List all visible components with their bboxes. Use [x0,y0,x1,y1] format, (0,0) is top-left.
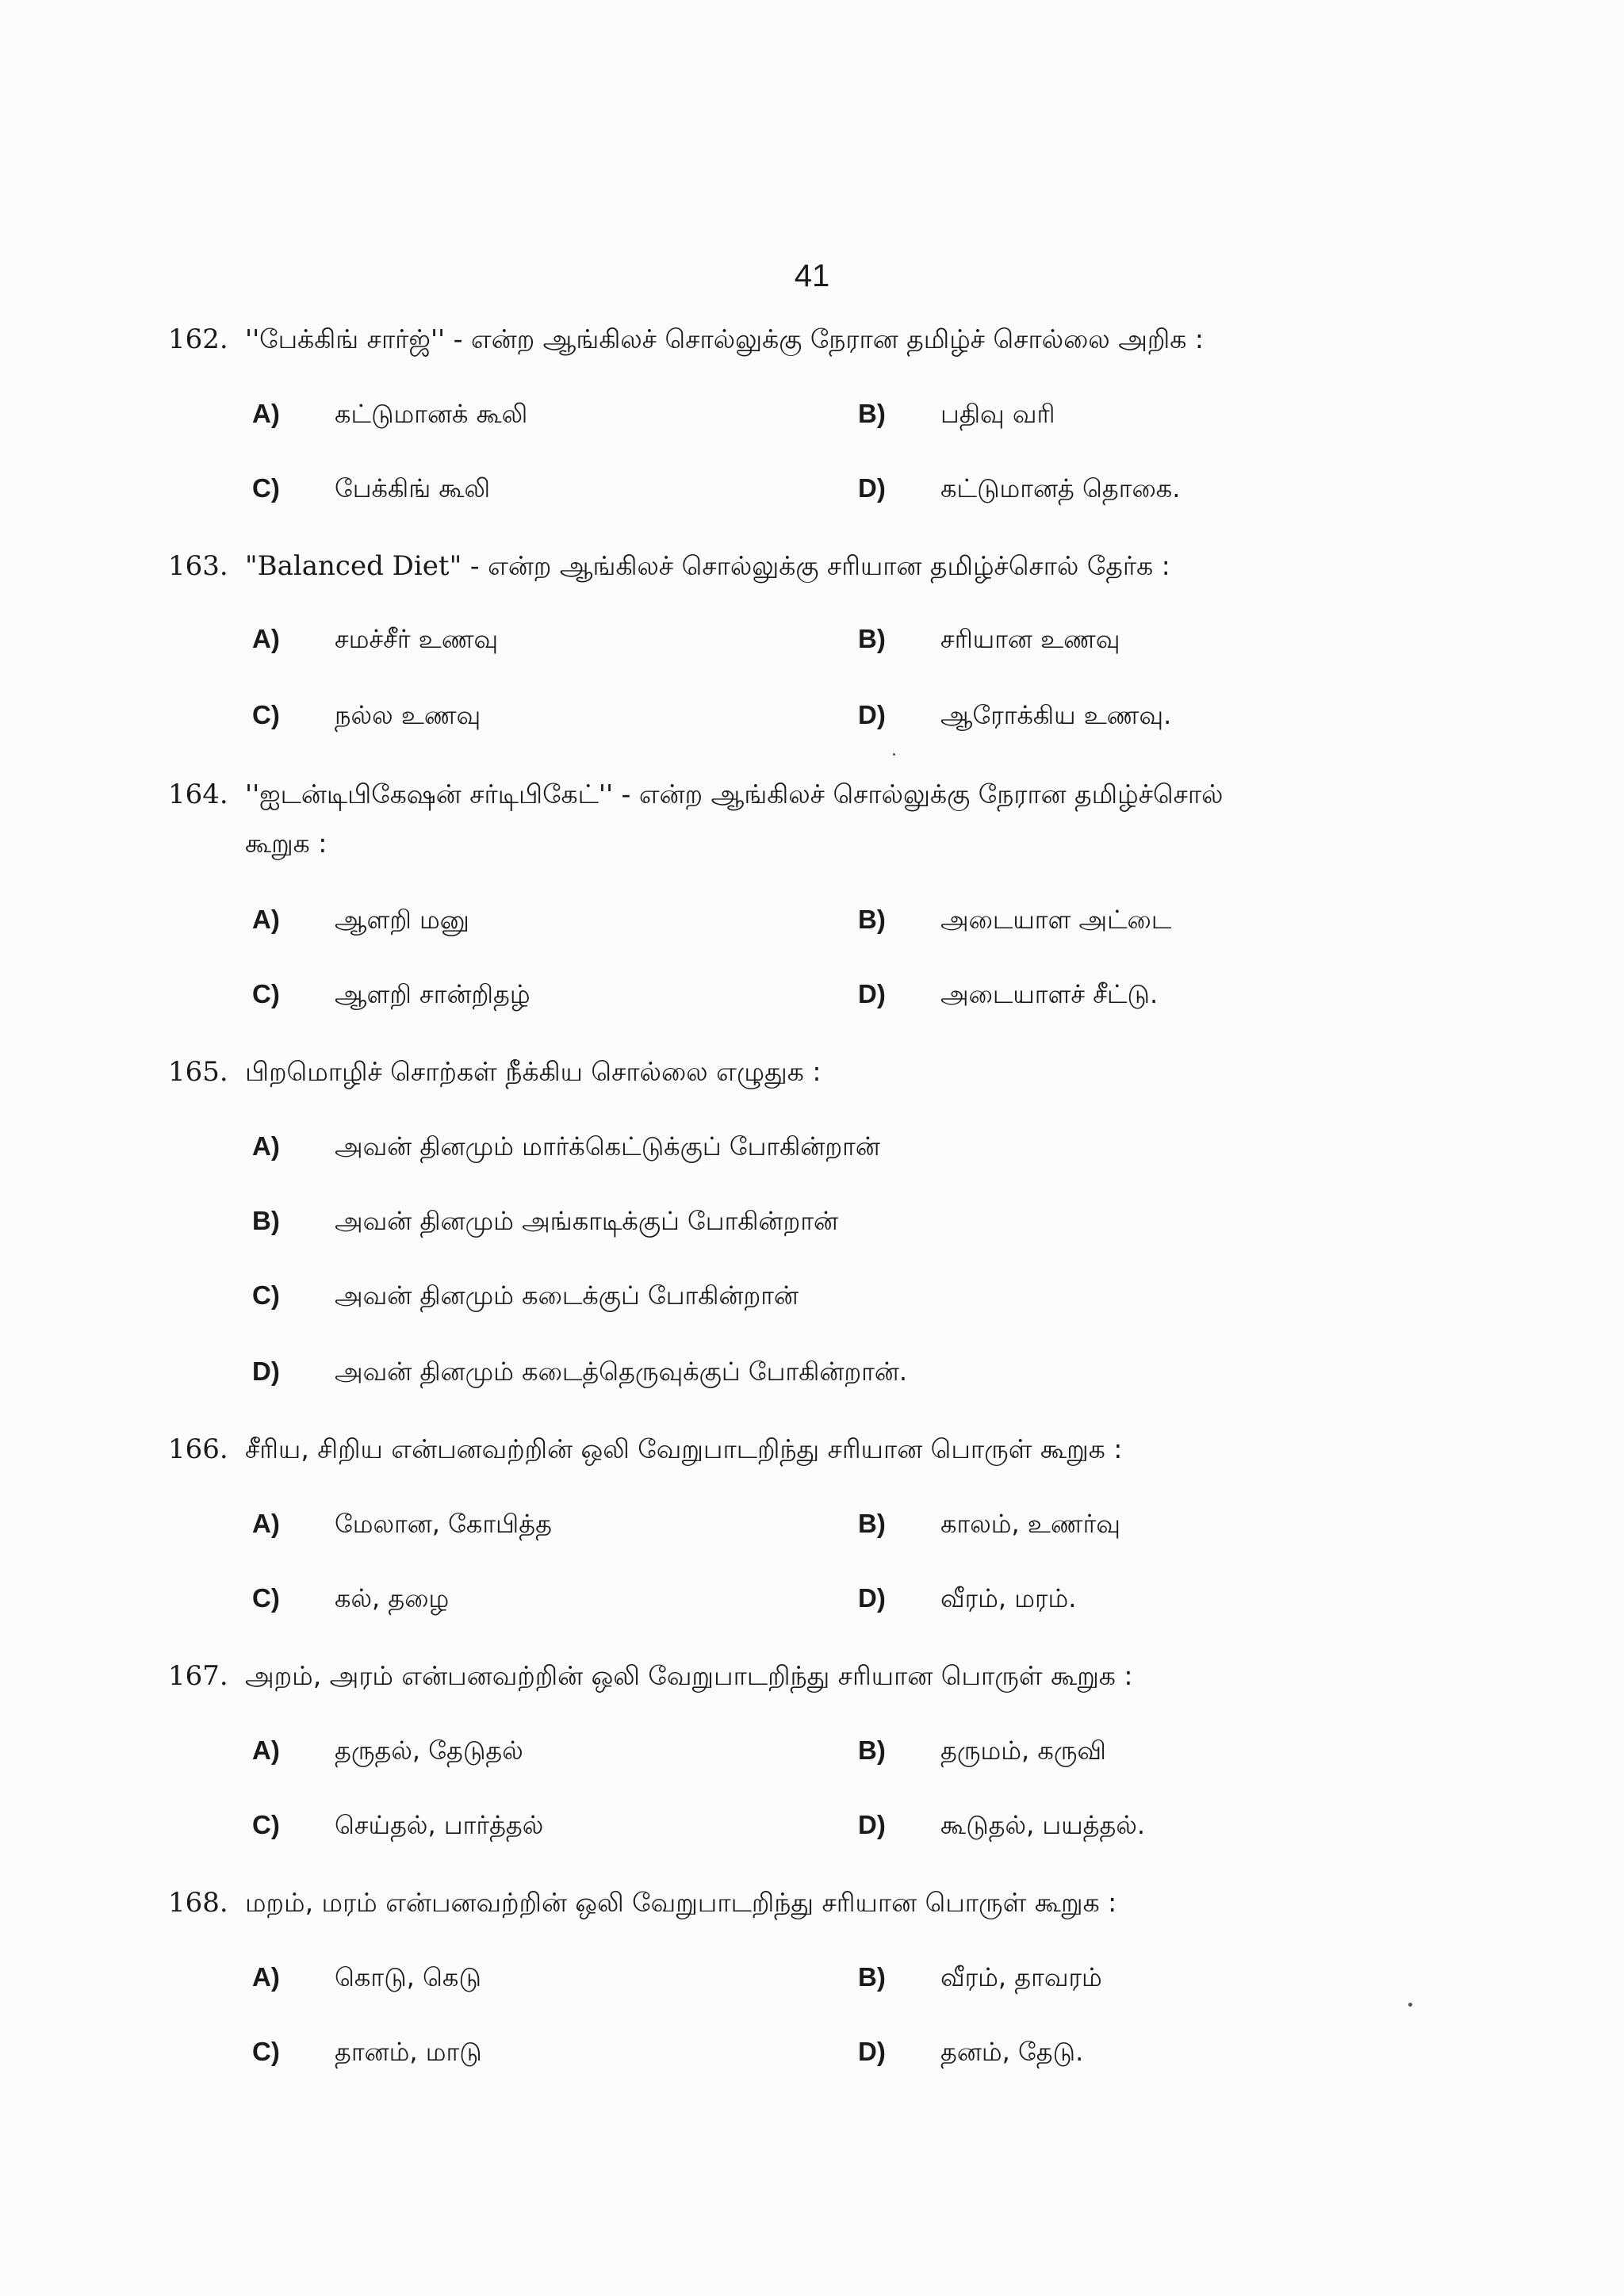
option-letter: C) [252,473,280,503]
option-text: அவன் தினமும் கடைத்தெருவுக்குப் போகின்றான். [335,1357,908,1387]
option-b[interactable] [858,1954,1102,2001]
option-letter: B) [858,1735,886,1765]
question-164 [168,769,1469,867]
option-letter: A) [252,399,280,428]
option-text: நல்ல உணவு [335,700,481,730]
option-text: தருமம், கருவி [940,1735,1106,1766]
option-text: செய்தல், பார்த்தல் [335,1810,544,1840]
option-b[interactable] [858,896,1171,943]
option-letter: C) [252,979,280,1008]
option-d[interactable] [858,970,1158,1018]
question-text: பிறமொழிச் சொற்கள் நீக்கிய சொல்லை எழுதுக : [245,1056,822,1087]
option-letter: A) [252,905,280,934]
option-a[interactable] [252,1123,880,1170]
option-text: அவன் தினமும் கடைக்குப் போகின்றான் [335,1280,799,1311]
option-text: அவன் தினமும் மார்க்கெட்டுக்குப் போகின்றான் [335,1131,880,1161]
option-letter: B) [252,1206,280,1235]
option-text: ஆரோக்கிய உணவு. [940,700,1172,730]
option-letter: A) [252,1131,280,1161]
option-text: அடையாள அட்டை [940,905,1172,935]
option-c[interactable] [252,691,481,739]
option-a[interactable] [252,1954,481,2001]
option-text: கட்டுமானக் கூலி [335,399,528,429]
option-b[interactable] [858,1500,1120,1548]
question-number: 167. [168,1660,228,1692]
option-c[interactable] [252,1575,449,1622]
option-d[interactable] [858,465,1180,512]
option-letter: D) [858,473,886,503]
option-letter: A) [252,624,280,653]
question-text: - என்ற ஆங்கிலச் சொல்லுக்கு சரியான தமிழ்ச்சொல் தேர்க : [462,550,1170,581]
option-d[interactable] [858,2028,1083,2076]
option-text: கல், தழை [335,1583,450,1613]
option-d[interactable] [252,1348,907,1395]
option-a[interactable] [252,896,469,943]
option-text: சமச்சீர் உணவு [335,624,499,654]
option-a[interactable] [252,1500,552,1548]
option-b[interactable] [858,1727,1106,1774]
option-text: தனம், தேடு. [940,2037,1084,2067]
question-text-english: "Balanced Diet" [245,550,462,582]
option-text: கொடு, கெடு [335,1962,481,1992]
option-letter: B) [858,1509,886,1538]
option-letter: D) [858,1810,886,1839]
question-165 [168,1047,1469,1097]
option-letter: D) [858,2037,886,2066]
scan-speck [893,753,895,756]
option-c[interactable] [252,2028,482,2076]
option-letter: A) [252,1962,280,1992]
question-168 [168,1877,1469,1928]
option-a[interactable] [252,390,527,438]
option-text: பதிவு வரி [940,399,1055,429]
option-b[interactable] [252,1197,838,1245]
option-text: ஆளறி சான்றிதழ் [335,979,530,1009]
question-162 [168,314,1469,365]
option-letter: D) [858,1583,886,1613]
question-number: 165. [168,1056,228,1088]
option-c[interactable] [252,970,530,1018]
question-167 [168,1651,1469,1701]
option-a[interactable] [252,615,498,663]
option-b[interactable] [858,615,1120,663]
question-text: அறம், அரம் என்பனவற்றின் ஒலி வேறுபாடறிந்து சரியான பொருள் கூறுக : [245,1660,1133,1691]
option-letter: B) [858,905,886,934]
option-d[interactable] [858,1575,1076,1622]
option-text: சரியான உணவு [940,624,1120,654]
option-letter: C) [252,1280,280,1310]
option-a[interactable] [252,1727,523,1774]
option-text: கட்டுமானத் தொகை. [940,473,1181,503]
option-letter: D) [858,700,886,729]
question-text: ''ஐடன்டிபிகேஷன் சர்டிபிகேட்'' - என்ற ஆங்கிலச் சொல்லுக்கு நேரான தமிழ்ச்சொல் [245,779,1224,809]
question-text-continued: கூறுக : [245,828,327,859]
option-letter: A) [252,1735,280,1765]
option-letter: C) [252,2037,280,2066]
question-number: 163. [168,550,228,582]
option-c[interactable] [252,465,490,512]
page-number: 41 [794,258,830,293]
option-text: தானம், மாடு [335,2037,482,2067]
option-letter: A) [252,1509,280,1538]
option-text: பேக்கிங் கூலி [335,473,491,503]
question-number: 168. [168,1887,228,1919]
option-c[interactable] [252,1272,799,1319]
question-number: 164. [168,779,228,810]
option-text: ஆளறி மனு [335,905,469,935]
option-letter: C) [252,1583,280,1613]
question-text: ''பேக்கிங் சார்ஜ்'' - என்ற ஆங்கிலச் சொல்லுக்கு நேரான தமிழ்ச் சொல்லை அறிக : [245,323,1204,354]
option-d[interactable] [858,1801,1145,1849]
option-b[interactable] [858,390,1055,438]
question-text: மறம், மரம் என்பனவற்றின் ஒலி வேறுபாடறிந்து சரியான பொருள் கூறுக : [245,1887,1117,1918]
option-letter: C) [252,700,280,729]
option-text: தருதல், தேடுதல் [335,1735,523,1766]
option-text: மேலான, கோபித்த [335,1509,552,1539]
option-text: வீரம், தாவரம் [940,1962,1102,1992]
option-text: கூடுதல், பயத்தல். [940,1810,1146,1840]
option-letter: D) [858,979,886,1008]
option-text: அடையாளச் சீட்டு. [940,979,1159,1009]
option-text: வீரம், மரம். [940,1583,1077,1613]
option-letter: C) [252,1810,280,1839]
option-letter: B) [858,624,886,653]
question-number: 166. [168,1433,228,1465]
question-166 [168,1424,1469,1475]
question-163 [168,541,1469,591]
option-c[interactable] [252,1801,543,1849]
option-d[interactable] [858,691,1171,739]
scan-speck [1408,2003,1412,2007]
option-letter: B) [858,399,886,428]
option-letter: D) [252,1357,280,1386]
option-text: காலம், உணர்வு [940,1509,1120,1539]
option-text: அவன் தினமும் அங்காடிக்குப் போகின்றான் [335,1206,839,1236]
option-letter: B) [858,1962,886,1992]
question-number: 162. [168,323,228,355]
question-text: சீரிய, சிறிய என்பனவற்றின் ஒலி வேறுபாடறிந்து சரியான பொருள் கூறுக : [245,1433,1123,1464]
